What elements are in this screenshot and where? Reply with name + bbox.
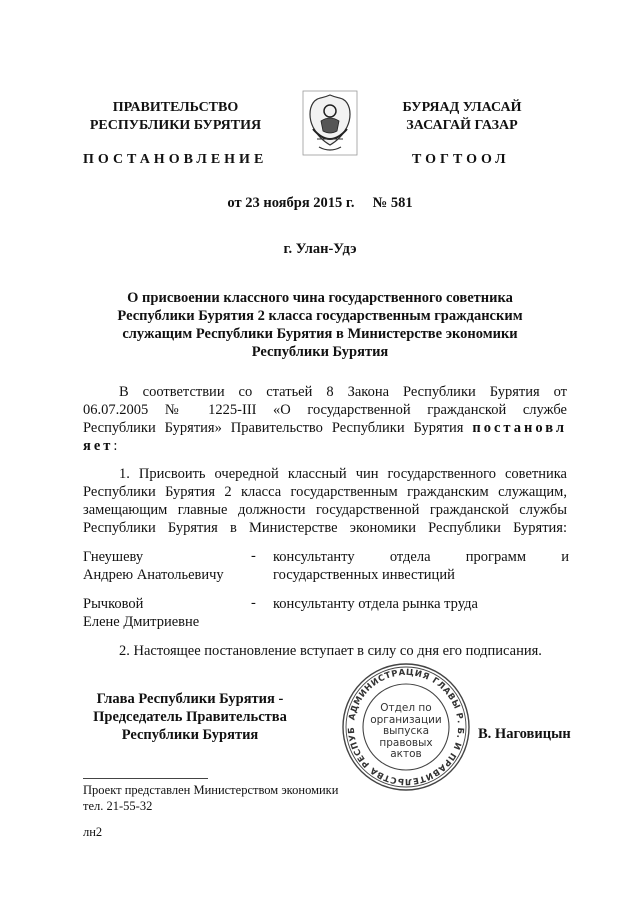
person-1-surname: Гнеушеву <box>83 549 144 565</box>
preamble-line1: В соответствии со статьей 8 Закона Республики Бурятия от <box>119 384 567 400</box>
stamp-center-line2: организации <box>370 713 442 726</box>
footer-divider <box>83 778 208 779</box>
person-2-position <box>273 595 569 613</box>
doc-type-left: ПОСТАНОВЛЕНИЕ <box>83 152 268 167</box>
preamble <box>83 383 567 455</box>
title-line2: Республики Бурятия 2 класса государственным гражданским <box>117 308 523 324</box>
preamble-colon: : <box>113 438 118 454</box>
header-left <box>78 99 273 135</box>
preamble-resolve-ending: яет <box>83 438 114 454</box>
header-right-line2: ЗАСАГАЙ ГАЗАР <box>406 118 518 133</box>
item-1 <box>83 465 567 537</box>
signatory-name: В. Наговицын <box>478 726 571 742</box>
person-2-name <box>83 595 253 631</box>
official-stamp <box>340 661 472 793</box>
person-1-position-line1: консультанту отдела программ и <box>273 549 569 565</box>
city: г. Улан-Удэ <box>283 241 357 257</box>
footer-note-line1: Проект представлен Министерством экономики <box>83 783 339 797</box>
item1-line2: Республики Бурятия 2 класса государственным гражданским служащим, <box>83 484 567 500</box>
preamble-resolve-word: постановл <box>472 420 567 436</box>
person-2-surname: Рычковой <box>83 596 144 612</box>
document-title <box>60 289 580 361</box>
preamble-line4 <box>83 437 567 455</box>
person-1-position <box>273 548 569 584</box>
signature-line3: Республики Бурятия <box>121 727 259 743</box>
header-left-line1: ПРАВИТЕЛЬСТВО <box>112 100 239 115</box>
title-line3: служащим Республики Бурятия в Министерстве экономики <box>122 326 518 342</box>
header-right-line1: БУРЯАД УЛАСАЙ <box>402 100 522 115</box>
item1-line4: Республики Бурятия в Министерстве экономики Республики Бурятия: <box>83 520 567 536</box>
person-2-position-line1: консультанту отдела рынка труда <box>273 596 478 612</box>
person-1-given: Андрею Анатольевичу <box>83 567 224 583</box>
stamp-ring-textpath: АДМИНИСТРАЦИЯ ГЛАВЫ Р. Б. И ПРАВИТЕЛЬСТВА РЕСПУБ <box>346 667 466 787</box>
title-line4: Республики Бурятия <box>251 344 389 360</box>
signature-line2: Председатель Правительства <box>93 709 287 725</box>
item1-line1: 1. Присвоить очередной классный чин государственного советника <box>119 466 567 482</box>
preamble-line3 <box>83 419 567 437</box>
doc-type-right: ТОГТООЛ <box>412 152 510 167</box>
signature-line1: Глава Республики Бурятия - <box>96 691 284 707</box>
footer-note-line2: тел. 21-55-32 <box>83 799 153 813</box>
person-1-name <box>83 548 253 584</box>
stamp-center-text <box>366 703 446 761</box>
item-2: 2. Настоящее постановление вступает в силу со дня его подписания. <box>119 643 542 659</box>
coat-of-arms-icon <box>301 89 359 157</box>
person-1-position-line2: государственных инвестиций <box>273 567 455 583</box>
footer-code: лн2 <box>83 825 103 839</box>
person-2-given: Елене Дмитриевне <box>83 614 200 630</box>
header-left-line2: РЕСПУБЛИКИ БУРЯТИЯ <box>89 118 262 133</box>
person-1-dash: - <box>251 548 256 564</box>
item1-line3: замещающим главные должности государственной гражданской службы <box>83 502 567 518</box>
date-number-line: от 23 ноября 2015 г. № 581 <box>227 195 413 211</box>
footer-note <box>83 782 383 814</box>
preamble-line3-text: Республики Бурятия» Правительство Республики Бурятия <box>83 420 473 436</box>
person-2-dash: - <box>251 595 256 611</box>
preamble-line2: 06.07.2005 № 1225-III «О государственной гражданской службе <box>83 402 567 418</box>
header-right <box>382 99 542 135</box>
stamp-center-line1: Отдел по <box>380 702 432 714</box>
stamp-center-line3: выпуска <box>382 725 430 737</box>
stamp-center-line5: актов <box>390 748 422 760</box>
signature-title <box>80 690 300 744</box>
title-line1: О присвоении классного чина государственного советника <box>127 290 513 306</box>
stamp-center-line4: правовых <box>379 736 433 749</box>
